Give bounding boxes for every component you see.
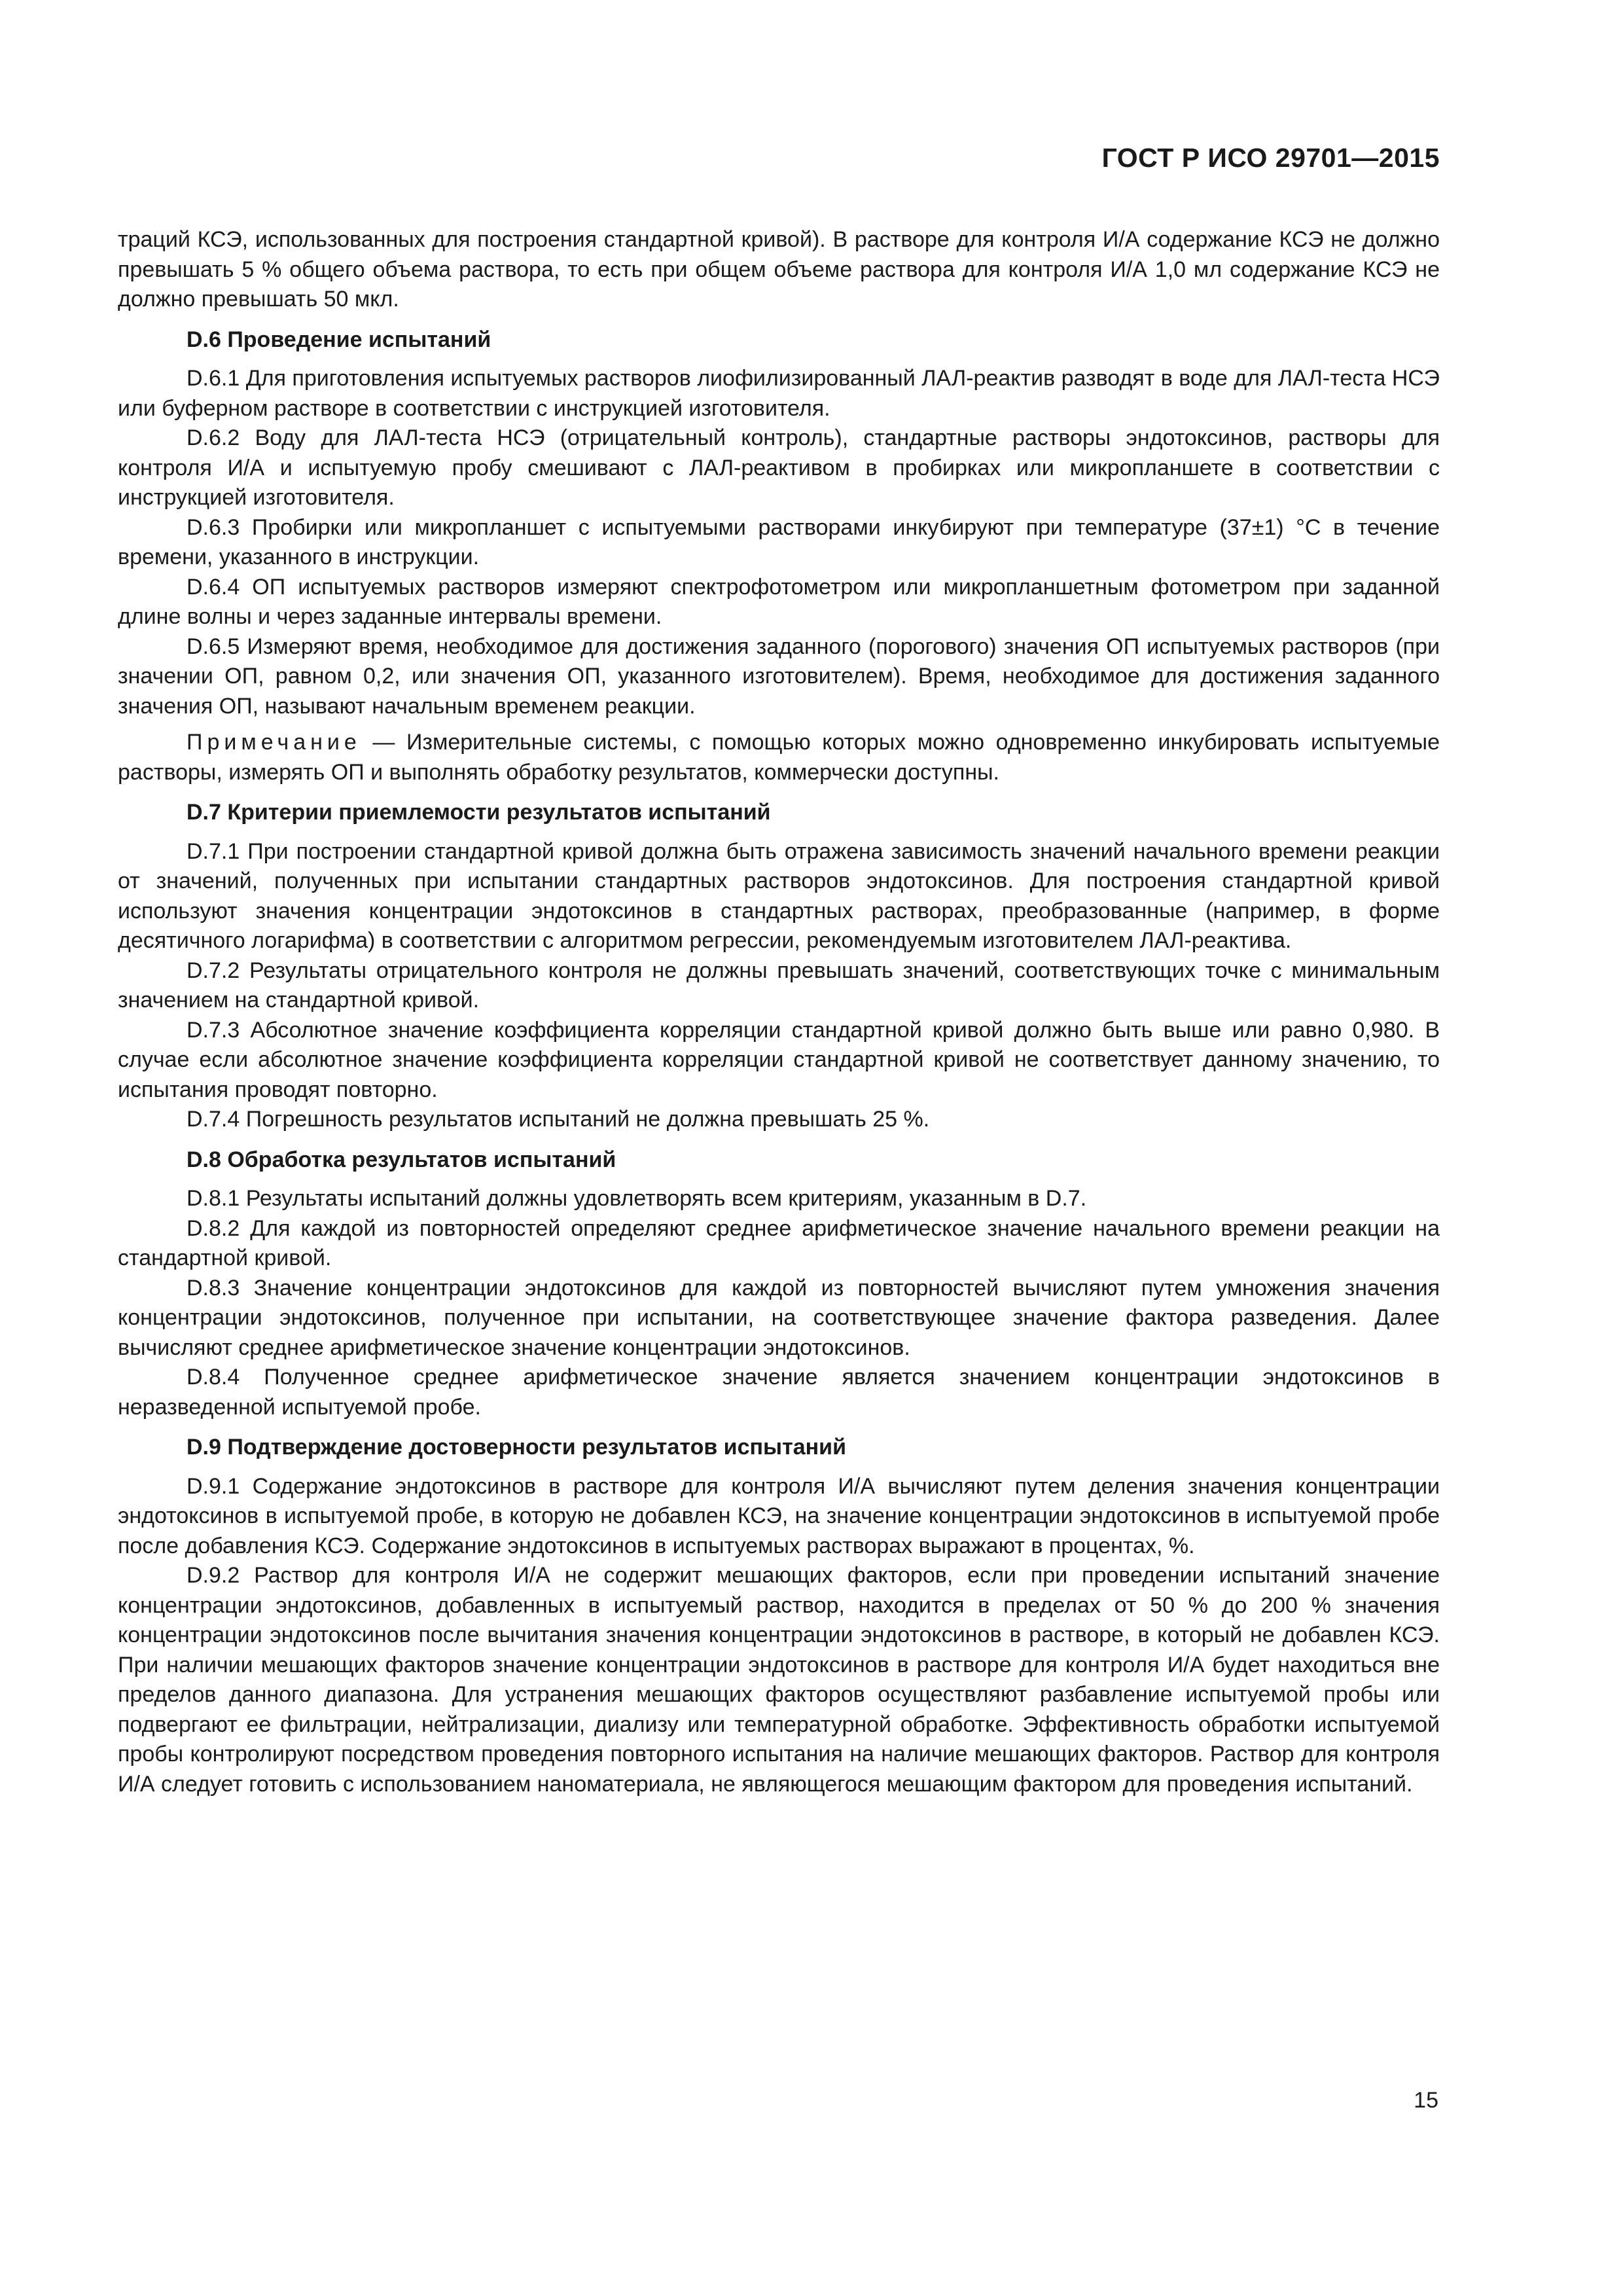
paragraph-d7-4: D.7.4 Погрешность результатов испытаний не должна превышать 25 %. [187,1107,930,1132]
paragraph-d6-4: D.6.4 ОП испытуемых растворов измеряют спектрофотометром или микропланшетным фотометром при заданной длине волны и через заданные интервалы времени. [118,574,1440,629]
paragraph-d8-2: D.8.2 Для каждой из повторностей определяют среднее арифметическое значение начального времени реакции на стандартной кривой. [118,1215,1440,1270]
paragraph-d6-5: D.6.5 Измеряют время, необходимое для достижения заданного (порогового) значения ОП испытуемых растворов (при значении ОП, равном 0,2, или значения ОП, указанного изготовителем). Время, необходимое для достижения заданного значения ОП, называют начальным временем реакции. [118,634,1440,719]
document-body [118,225,1440,1799]
page-number: 15 [1414,2088,1438,2113]
paragraph-d8-3: D.8.3 Значение концентрации эндотоксинов для каждой из повторностей вычисляют путем умножения значения концентрации эндотоксинов, полученное при испытании, на соответствующее значение фактора разведения. Далее вычисляют среднее арифметическое значение концентрации эндотоксинов. [118,1275,1440,1360]
section-heading-d8: D.8 Обработка результатов испытаний [187,1147,616,1172]
note-d6 [118,728,1440,787]
paragraph-d7-2: D.7.2 Результаты отрицательного контроля не должны превышать значений, соответствующих точке с минимальным значением на стандартной кривой. [118,958,1440,1013]
intro-paragraph: траций КСЭ, использованных для построения стандартной кривой). В растворе для контроля И/А содержание КСЭ не должно превышать 5 % общего объема раствора, то есть при общем объеме раствора для контроля И/А 1,0 мл содержание КСЭ не должно превышать 50 мкл. [118,227,1440,312]
paragraph-d8-1: D.8.1 Результаты испытаний должны удовлетворять всем критериям, указанным в D.7. [187,1186,1087,1211]
paragraph-d6-1: D.6.1 Для приготовления испытуемых растворов лиофилизированный ЛАЛ-реактив разводят в воде для ЛАЛ-теста НСЭ или буферном растворе в соответствии с инструкцией изготовителя. [118,366,1440,421]
section-heading-d9: D.9 Подтверждение достоверности результатов испытаний [187,1435,846,1460]
standard-code-header: ГОСТ Р ИСО 29701—2015 [1101,143,1440,173]
paragraph-d9-1: D.9.1 Содержание эндотоксинов в растворе для контроля И/А вычисляют путем деления значения концентрации эндотоксинов в испытуемой пробе, в которую не добавлен КСЭ, на значение концентрации эндотоксинов в испытуемой пробе после добавления КСЭ. Содержание эндотоксинов в испытуемых растворах выражают в процентах, %. [118,1473,1440,1558]
paragraph-d9-2: D.9.2 Раствор для контроля И/А не содержит мешающих факторов, если при проведении испытаний значение концентрации эндотоксинов, добавленных в испытуемый раствор, находится в пределах от 50 % до 200 % значения концентрации эндотоксинов после вычитания значения концентрации эндотоксинов в растворе, в который не добавлен КСЭ. При наличии мешающих факторов значение концентрации эндотоксинов в растворе для контроля И/А будет находиться вне пределов данного диапазона. Для устранения мешающих факторов осуществляют разбавление испытуемой пробы или подвергают ее фильтрации, нейтрализации, диализу или температурной обработке. Эффективность обработки испытуемой пробы контролируют посредством проведения повторного испытания на наличие мешающих факторов. Раствор для контроля И/А следует готовить с использованием наноматериала, не являющегося мешающим фактором для проведения испытаний. [118,1563,1440,1797]
note-text: — Измерительные системы, с помощью которых можно одновременно инкубировать испытуемые растворы, измерять ОП и выполнять обработку результатов, коммерчески доступны. [118,730,1440,785]
paragraph-d7-3: D.7.3 Абсолютное значение коэффициента корреляции стандартной кривой должно быть выше или равно 0,980. В случае если абсолютное значение коэффициента корреляции стандартной кривой не соответствует данному значению, то испытания проводят повторно. [118,1017,1440,1102]
paragraph-d8-4: D.8.4 Полученное среднее арифметическое значение является значением концентрации эндотоксинов в неразведенной испытуемой пробе. [118,1365,1440,1420]
section-heading-d7: D.7 Критерии приемлемости результатов испытаний [187,800,771,825]
section-heading-d6: D.6 Проведение испытаний [187,327,491,352]
note-label: Примечание [187,730,361,755]
paragraph-d6-3: D.6.3 Пробирки или микропланшет с испытуемыми растворами инкубируют при температуре (37±1) °С в течение времени, указанного в инструкции. [118,514,1440,569]
paragraph-d7-1: D.7.1 При построении стандартной кривой должна быть отражена зависимость значений начального времени реакции от значений, полученных при испытании стандартных растворов эндотоксинов. Для построения стандартной кривой используют значения концентрации эндотоксинов в стандартных растворах, преобразованные (например, в форме десятичного логарифма) в соответствии с алгоритмом регрессии, рекомендуемым изготовителем ЛАЛ-реактива. [118,838,1440,953]
paragraph-d6-2: D.6.2 Воду для ЛАЛ-теста НСЭ (отрицательный контроль), стандартные растворы эндотоксинов, растворы для контроля И/А и испытуемую пробу смешивают с ЛАЛ-реактивом в пробирках или микропланшете в соответствии с инструкцией изготовителя. [118,425,1440,510]
